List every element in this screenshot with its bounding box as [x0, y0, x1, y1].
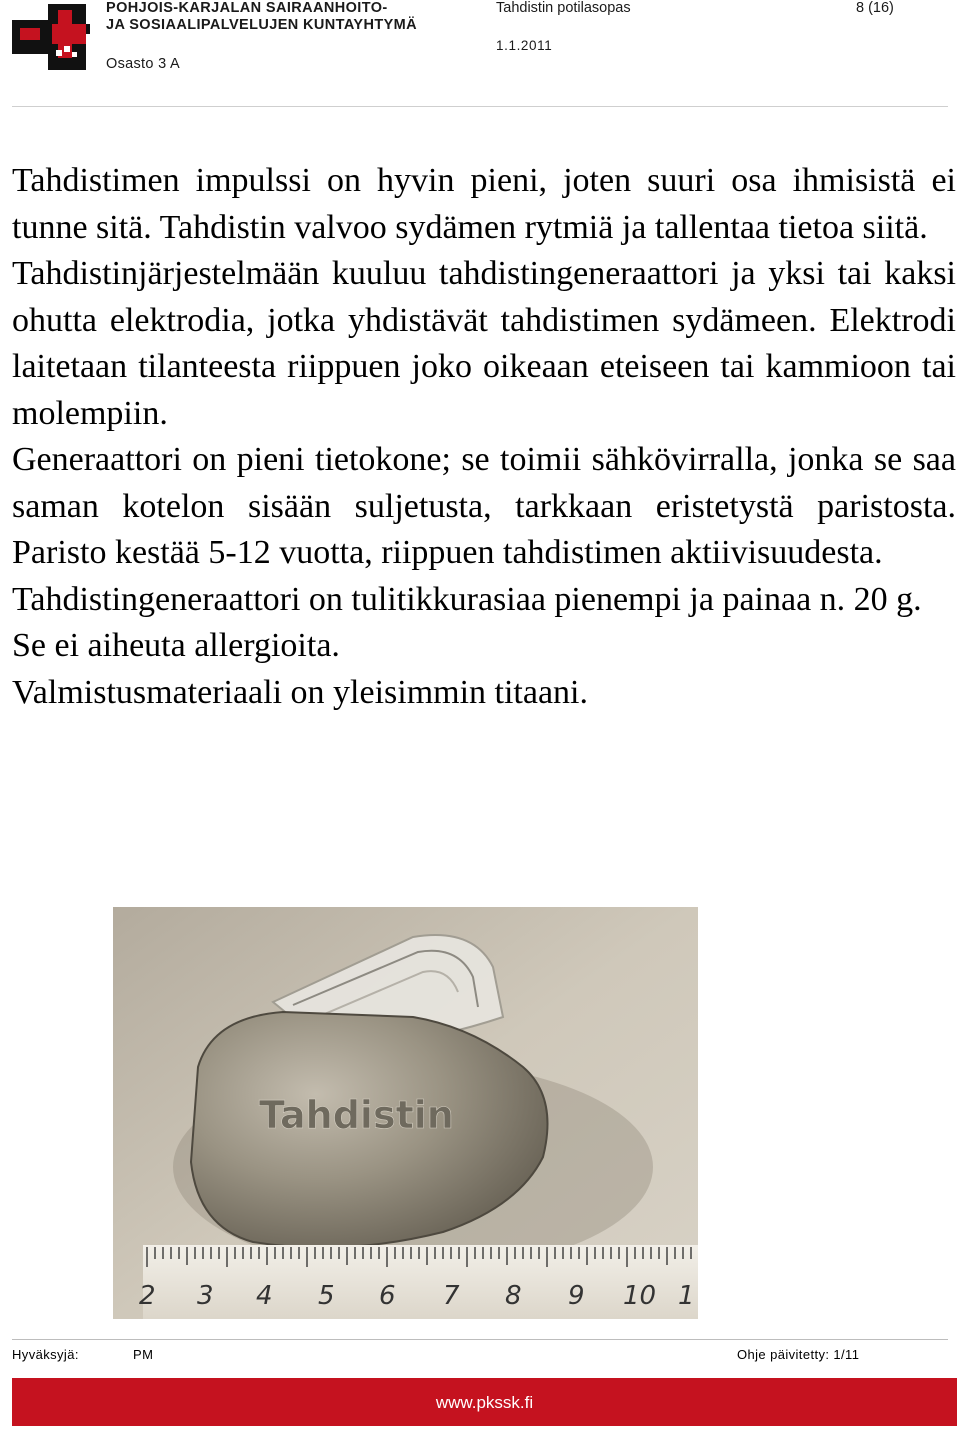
pacemaker-photo: [113, 907, 698, 1319]
document-title: Tahdistin potilasopas: [496, 0, 631, 16]
footer-divider: [12, 1339, 948, 1340]
website-link[interactable]: www.pkssk.fi: [435, 1393, 534, 1412]
paragraph: Generaattori on pieni tietokone; se toimii sähkövirralla, jonka se saa saman kotelon sisään suljetusta, tarkkaan eristetystä paristosta. Paristo kestää 5-12 vuotta, riippuen tahdistimen aktiivisuudesta.: [12, 441, 956, 571]
document-date: 1.1.2011: [496, 38, 553, 53]
organization-name-line1: POHJOIS-KARJALAN SAIRAANHOITO-: [106, 0, 388, 16]
department: Osasto 3 A: [106, 56, 180, 72]
ruler-label: 10: [623, 1281, 657, 1311]
organization-logo: [12, 4, 90, 70]
device-label: Tahdistin: [259, 1093, 454, 1137]
ruler-label: 8: [505, 1281, 522, 1311]
ruler-label: 5: [318, 1281, 335, 1311]
organization-name-line2: JA SOSIAALIPALVELUJEN KUNTAYHTYMÄ: [106, 17, 418, 33]
ruler-label: 3: [197, 1281, 214, 1311]
ruler-label: 6: [379, 1281, 396, 1311]
footer-bar: [12, 1378, 957, 1426]
approver-label: Hyväksyjä:: [12, 1347, 79, 1362]
header-divider: [12, 106, 948, 107]
ruler-label: 2: [139, 1281, 156, 1311]
ruler-label: 4: [256, 1281, 273, 1311]
paragraph: Valmistusmateriaali on yleisimmin titaani.: [12, 673, 589, 711]
paragraph: Tahdistingeneraattori on tulitikkurasiaa pienempi ja painaa n. 20 g. Se ei aiheuta allergioita.: [12, 580, 922, 664]
updated-date: Ohje päivitetty: 1/11: [737, 1347, 860, 1362]
paragraph: Tahdistimen impulssi on hyvin pieni, joten suuri osa ihmisistä ei tunne sitä. Tahdistin valvoo sydämen rytmiä ja tallentaa tietoa siitä.: [12, 162, 956, 246]
paragraph: Tahdistinjärjestelmään kuuluu tahdistingeneraattori ja yksi tai kaksi ohutta elektrodia, jotka yhdistävät tahdistimen sydämeen. Elektrodi laitetaan tilanteesta riippuen joko oikeaan eteiseen tai kammioon tai molempiin.: [12, 255, 956, 432]
ruler-label: 7: [443, 1281, 460, 1311]
ruler-label: 1: [678, 1281, 695, 1311]
approver-value: PM: [133, 1347, 154, 1362]
ruler-label: 9: [568, 1281, 585, 1311]
body-text: [12, 158, 956, 716]
page-number: 8 (16): [856, 0, 894, 16]
